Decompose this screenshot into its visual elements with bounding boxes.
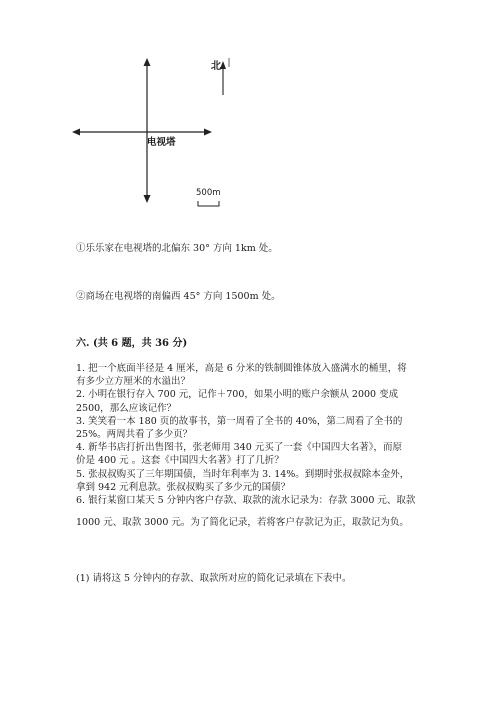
direction-map bbox=[60, 55, 250, 215]
scale-label: 500m bbox=[196, 188, 221, 198]
scale-bar bbox=[198, 201, 219, 206]
question-line: 5. 张叔叔购买了三年期国债，当时年利率为 3. 14%。到期时张叔叔除本金外， bbox=[76, 468, 410, 480]
question-line: 1. 把一个底面半径是 4 厘米，高是 6 分米的铁制圆锥体放入盛满水的桶里，将 bbox=[76, 363, 407, 374]
tv-tower-label: 电视塔 bbox=[147, 137, 176, 148]
answer-1: ①乐乐家在电视塔的北偏东 30° 方向 1km 处。 bbox=[76, 243, 278, 254]
question-line: 25%。两周共看了多少页？ bbox=[76, 429, 193, 441]
question-line: 3. 笑笑看一本 180 页的故事书，第一周看了全书的 40%，第二周看了全书的 bbox=[76, 415, 403, 427]
north-label: 北 bbox=[211, 61, 221, 72]
east-arrowhead bbox=[204, 129, 212, 136]
section-heading: 六. (共 6 题，共 36 分) bbox=[76, 338, 188, 349]
answer-2: ②商场在电视塔的南偏西 45° 方向 1500m 处。 bbox=[76, 291, 281, 302]
question-line: 拿到 942 元利息款。张叔叔购买了多少元的国债？ bbox=[76, 481, 291, 493]
question-line: 6. 银行某窗口某天 5 分钟内客户存款、取款的流水记录为：存款 3000 元、取款 bbox=[76, 495, 416, 507]
west-arrowhead bbox=[72, 129, 80, 136]
north-arrowhead bbox=[144, 58, 151, 66]
questions-block bbox=[76, 362, 415, 507]
sub-question-1: (1) 请将这 5 分钟内的存款、取款所对应的简化记录填在下表中。 bbox=[76, 573, 352, 584]
question-line: 价是 400 元 。这套《中国四大名著》打了几折？ bbox=[76, 455, 284, 467]
south-arrowhead bbox=[144, 195, 151, 203]
question-line: 4. 新华书店打折出售图书，张老师用 340 元买了一套《中国四大名著》，而原 bbox=[76, 442, 403, 454]
question-6-continuation: 1000 元、取款 3000 元。为了简化记录，若将客户存款记为正，取款记为负。 bbox=[76, 517, 409, 528]
question-line: 2500，那么应该记作？ bbox=[76, 402, 177, 414]
question-line: 2. 小明在银行存入 700 元，记作＋700，如果小明的账户余额从 2000 变成 bbox=[76, 389, 399, 401]
question-line: 有多少立方厘米的水溢出？ bbox=[76, 376, 191, 388]
